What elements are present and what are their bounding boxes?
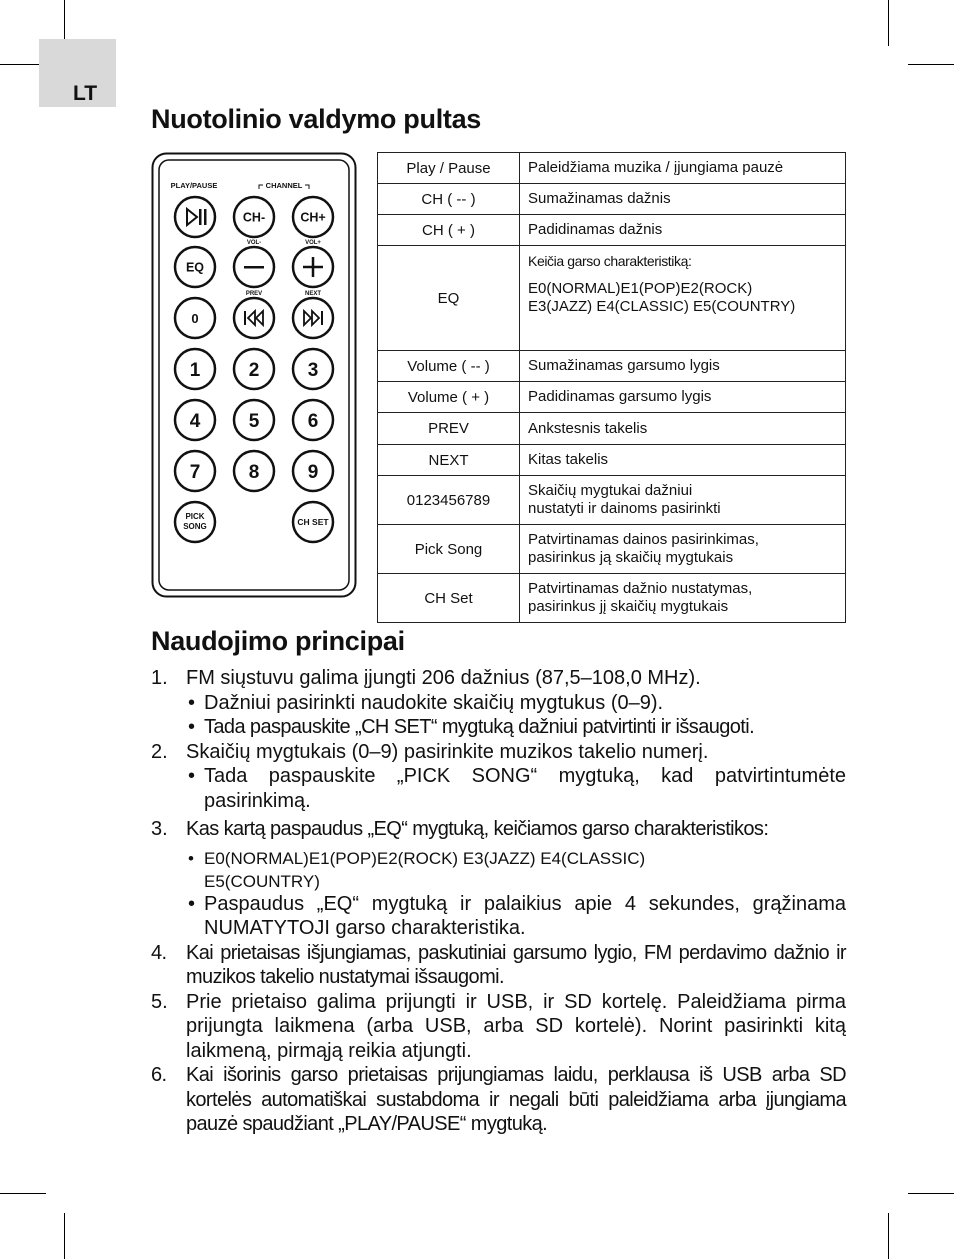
- digit-0-label: 0: [191, 311, 199, 326]
- crop-mark: [888, 0, 889, 46]
- next-button[interactable]: [293, 298, 333, 338]
- table-row: [378, 246, 846, 351]
- table-key: CH ( + ): [378, 215, 520, 246]
- table-value-line: nustatyti ir dainoms pasirinkti: [528, 500, 721, 517]
- table-key: CH ( -- ): [378, 184, 520, 215]
- table-value: Padidinamas dažnis: [520, 215, 846, 246]
- crop-mark: [0, 1193, 46, 1194]
- table-key: Volume ( + ): [378, 382, 520, 413]
- sub-list-text: Tada paspauskite „PICK SONG“ mygtuką, kad patvirtintumėte pasirinkimą.: [204, 765, 846, 812]
- sub-list-item: • Paspaudus „EQ“ mygtuką ir palaikius apie 4 sekundes, grąžinama NUMATYTOJI garso charakteristika.: [188, 892, 846, 939]
- table-value: Padidinamas garsumo lygis: [520, 382, 846, 413]
- table-row: [378, 574, 846, 623]
- list-number: 5.: [151, 990, 168, 1013]
- sub-list-item: • E0(NORMAL)E1(POP)E2(ROCK) E3(JAZZ) E4(CLASSIC): [188, 848, 646, 868]
- digit-5-label: 5: [248, 411, 260, 432]
- channel-up-label: CH+: [300, 210, 326, 225]
- digit-1-label: 1: [189, 360, 201, 381]
- sub-list-item: • Tada paspauskite „CH SET“ mygtuką dažniui patvirtinti ir išsaugoti.: [188, 716, 755, 738]
- list-number: 4.: [151, 941, 167, 964]
- channel-down-label: CH-: [242, 210, 266, 225]
- table-value-line: Patvirtinamas dažnio nustatymas,: [528, 580, 753, 597]
- pick-song-label-line2: SONG: [183, 522, 207, 531]
- list-text: Kai išorinis garso prietaisas prijungiamas laidu, perklausa iš USB arba SD kortelės automatiškai sustabdoma ir negali būti paleidžiama arba įjungiama pauzė spaudžiant „PLAY/PAUSE“ mygtuką.: [186, 1064, 846, 1135]
- table-row: [378, 215, 846, 246]
- sub-list: [186, 691, 846, 740]
- digit-3-label: 3: [307, 360, 319, 381]
- sub-list-text: Dažniui pasirinkti naudokite skaičių mygtukus (0–9).: [204, 691, 664, 714]
- list-number: 6.: [151, 1064, 167, 1086]
- language-tab: [39, 39, 116, 107]
- digit-9-label: 9: [307, 462, 319, 483]
- table-row: [378, 445, 846, 476]
- list-text: Kas kartą paspaudus „EQ“ mygtuką, keičiamos garso charakteristikos:: [186, 818, 769, 840]
- list-item: [151, 740, 846, 814]
- table-row: [378, 351, 846, 382]
- button-function-table: [377, 152, 846, 623]
- list-number: 3.: [151, 818, 168, 840]
- digit-7-label: 7: [189, 462, 201, 483]
- table-value: [520, 476, 846, 525]
- table-value-line: Skaičių mygtukai dažniui: [528, 482, 693, 499]
- vol-minus-label: VOL-: [246, 240, 262, 246]
- table-key: EQ: [378, 246, 520, 351]
- table-value: [520, 246, 846, 351]
- prev-button[interactable]: [234, 298, 274, 338]
- table-row: [378, 413, 846, 445]
- table-key: Volume ( -- ): [378, 351, 520, 382]
- sub-list: [186, 764, 846, 813]
- list-item: [151, 941, 846, 990]
- list-text: FM siųstuvu galima įjungti 206 dažnius (87,5–108,0 MHz).: [186, 667, 701, 689]
- table-row: [378, 525, 846, 574]
- list-item: [151, 990, 846, 1064]
- table-value: [520, 574, 846, 623]
- list-text: Prie prietaiso galima prijungti ir USB, ir SD kortelę. Paleidžiama pirma prijungta laikmena (arba USB, arba SD kortelė). Norint pasirinkti kitą laikmeną, pirmąją reikia atjungti.: [186, 990, 846, 1062]
- usage-list: [151, 666, 846, 1137]
- sub-list-text: Tada paspauskite „CH SET“ mygtuką dažniui patvirtinti ir išsaugoti.: [204, 716, 755, 738]
- sub-list: [186, 846, 846, 941]
- language-code: LT: [73, 82, 98, 105]
- next-label: NEXT: [304, 291, 322, 297]
- sub-list-text: E0(NORMAL)E1(POP)E2(ROCK) E3(JAZZ) E4(CLASSIC): [204, 848, 646, 868]
- eq-label: EQ: [185, 260, 205, 275]
- list-number: 2.: [151, 740, 168, 763]
- table-key: Pick Song: [378, 525, 520, 574]
- ch-set-label: CH SET: [297, 517, 329, 527]
- table-key: 0123456789: [378, 476, 520, 525]
- table-value: Ankstesnis takelis: [520, 413, 846, 445]
- minus-icon: [244, 266, 264, 269]
- table-key: PREV: [378, 413, 520, 445]
- table-value: [520, 525, 846, 574]
- crop-mark: [908, 64, 954, 65]
- table-key: CH Set: [378, 574, 520, 623]
- crop-mark: [64, 1213, 65, 1259]
- crop-mark: [888, 1213, 889, 1259]
- digit-8-label: 8: [248, 462, 260, 483]
- list-text: Kai prietaisas išjungiamas, paskutiniai garsumo lygio, FM perdavimo dažnio ir muzikos takelio nustatymai išsaugomi.: [186, 941, 846, 988]
- sub-list-text: Paspaudus „EQ“ mygtuką ir palaikius apie 4 sekundes, grąžinama NUMATYTOJI garso charakteristika.: [204, 892, 846, 939]
- sub-list-item: [186, 871, 846, 892]
- pick-song-label-line1: PICK: [185, 512, 205, 521]
- table-row: [378, 382, 846, 413]
- digit-4-label: 4: [189, 411, 201, 432]
- remote-control-illustration: [151, 152, 357, 598]
- list-item: [151, 1063, 846, 1137]
- usage-section-title: Naudojimo principai: [151, 626, 405, 656]
- digit-2-label: 2: [248, 360, 260, 381]
- list-text: Skaičių mygtukais (0–9) pasirinkite muzikos takelio numerį.: [186, 740, 709, 763]
- eq-modes-line1: E0(NORMAL)E1(POP)E2(ROCK): [528, 280, 753, 297]
- table-key: NEXT: [378, 445, 520, 476]
- play-pause-button[interactable]: [175, 197, 215, 237]
- table-row: [378, 184, 846, 215]
- play-pause-label: PLAY/PAUSE: [170, 181, 218, 190]
- list-item: [151, 666, 846, 740]
- eq-modes-line2: E3(JAZZ) E4(CLASSIC) E5(COUNTRY): [528, 298, 796, 315]
- list-number: 1.: [151, 667, 168, 689]
- table-value-line: pasirinkus jį skaičių mygtukais: [528, 598, 729, 615]
- vol-plus-label: VOL+: [305, 240, 321, 246]
- eq-description-title: Keičia garso charakteristiką:: [528, 253, 692, 269]
- table-value-line: pasirinkus ją skaičių mygtukais: [528, 549, 734, 566]
- list-item: [151, 817, 846, 941]
- sub-list-item: • Dažniui pasirinkti naudokite skaičių mygtukus (0–9).: [188, 691, 664, 714]
- table-row: [378, 153, 846, 184]
- table-value: Kitas takelis: [520, 445, 846, 476]
- table-value-line: Patvirtinamas dainos pasirinkimas,: [528, 531, 759, 548]
- prev-label: PREV: [245, 291, 263, 297]
- table-row: [378, 476, 846, 525]
- digit-6-label: 6: [307, 411, 319, 432]
- channel-label: CHANNEL: [265, 181, 303, 190]
- table-value: Sumažinamas dažnis: [520, 184, 846, 215]
- sub-list-text: E5(COUNTRY): [204, 871, 320, 891]
- sub-list-item: • Tada paspauskite „PICK SONG“ mygtuką, kad patvirtintumėte pasirinkimą.: [188, 765, 846, 812]
- table-key: Play / Pause: [378, 153, 520, 184]
- table-value: Sumažinamas garsumo lygis: [520, 351, 846, 382]
- remote-section-title: Nuotolinio valdymo pultas: [151, 104, 482, 134]
- crop-mark: [908, 1193, 954, 1194]
- table-value: Paleidžiama muzika / įjungiama pauzė: [520, 153, 846, 184]
